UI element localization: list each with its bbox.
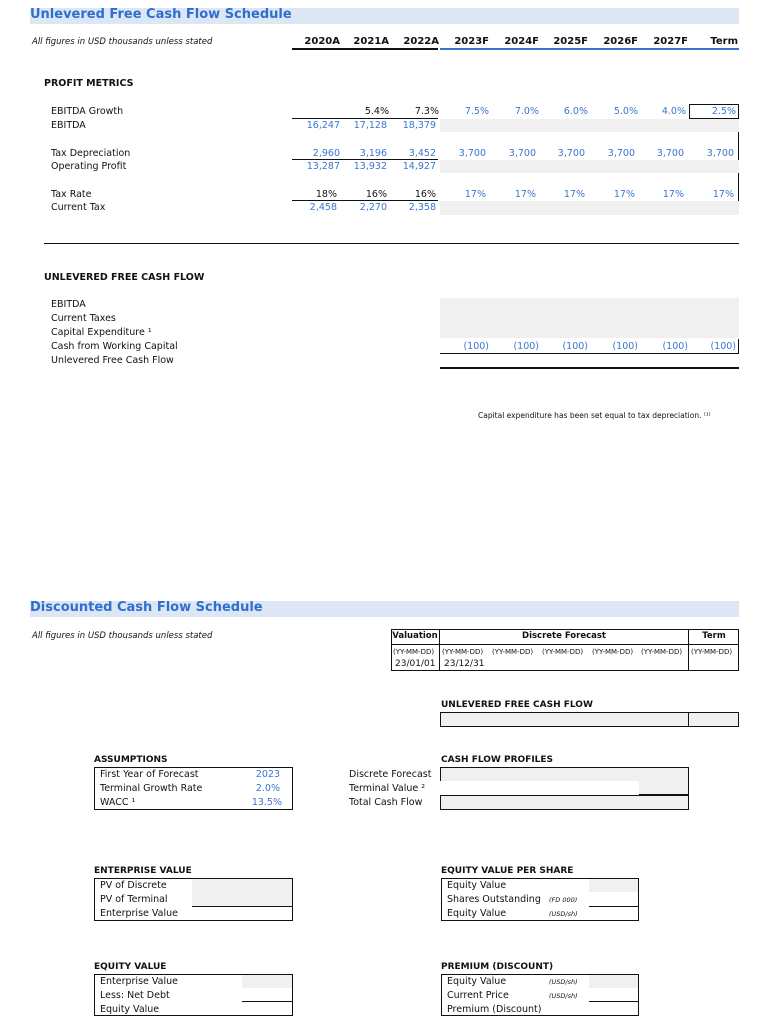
cell[interactable]: 2,960 <box>312 148 340 159</box>
term-taxrate-border <box>738 173 739 201</box>
growth-label: Terminal Growth Rate <box>100 783 203 794</box>
cash-flow-profiles-heading: CASH FLOW PROFILES <box>441 755 554 765</box>
cell[interactable]: 7.0% <box>514 106 539 117</box>
op-profit-forecast-cells <box>440 160 739 173</box>
col-2024f: 2024F <box>504 36 539 47</box>
pv-terminal-label: PV of Terminal <box>100 894 168 905</box>
cell[interactable]: 13,287 <box>306 161 340 172</box>
eps-value-label: Equity Value <box>447 908 507 919</box>
dcf-ufcf-row <box>440 712 739 727</box>
date-format: (YY-MM-DD) <box>641 648 683 656</box>
dcf-ufcf-heading: UNLEVERED FREE CASH FLOW <box>441 700 593 710</box>
cell[interactable]: 17% <box>712 189 734 200</box>
cell[interactable]: 17% <box>662 189 684 200</box>
cell[interactable]: 2,270 <box>359 202 387 213</box>
eps-shares-label: Shares Outstanding <box>447 894 541 905</box>
line-tax-depreciation <box>292 159 438 160</box>
col-2022a: 2022A <box>403 36 439 47</box>
first-year-label: First Year of Forecast <box>100 769 199 780</box>
row-label-ebitda-growth: EBITDA Growth <box>51 106 124 117</box>
dcf-units-note: All figures in USD thousands unless stated <box>32 631 213 641</box>
term-header: Term <box>702 631 726 641</box>
date-format: (YY-MM-DD) <box>542 648 584 656</box>
growth-input[interactable]: 2.0% <box>255 783 280 794</box>
cell[interactable]: 3,700 <box>656 148 684 159</box>
premium-price-label: Current Price <box>447 990 509 1001</box>
ufcf-double-line <box>440 367 739 369</box>
wacc-label: WACC ¹ <box>100 797 136 808</box>
cell[interactable]: 3,700 <box>607 148 635 159</box>
wacc-input[interactable]: 13.5% <box>251 797 282 808</box>
eps-value-unit: (USD/sh) <box>549 910 578 918</box>
cell: 16% <box>414 189 436 200</box>
ufcf-label-capex: Capital Expenditure ¹ <box>51 327 152 338</box>
cell[interactable]: 3,196 <box>359 148 387 159</box>
ebitda-forecast-cells <box>440 119 739 132</box>
profit-metrics-heading: PROFIT METRICS <box>44 78 134 89</box>
valuation-date[interactable]: 23/01/01 <box>395 659 436 669</box>
cell[interactable]: 3,700 <box>557 148 585 159</box>
ufcf-label-ebitda: EBITDA <box>51 299 86 310</box>
capex-footnote: Capital expenditure has been set equal to tax depreciation. ⁽¹⁾ <box>478 411 711 420</box>
cell[interactable]: 18,379 <box>402 120 436 131</box>
tax-forecast-cells <box>440 201 739 215</box>
date-format: (YY-MM-DD) <box>492 648 534 656</box>
equity-per-share-heading: EQUITY VALUE PER SHARE <box>441 866 574 876</box>
ev-subtotal-line <box>192 906 292 907</box>
cell[interactable]: 2,458 <box>309 202 337 213</box>
cell[interactable]: 17% <box>514 189 536 200</box>
premium-equity-label: Equity Value <box>447 976 507 987</box>
row-label-operating-profit: Operating Profit <box>51 161 127 172</box>
cell[interactable]: (100) <box>612 341 638 352</box>
line-tax-rate <box>292 200 438 201</box>
cell: 7.3% <box>414 106 439 117</box>
ufcf-label-current-taxes: Current Taxes <box>51 313 116 324</box>
discrete-forecast-header: Discrete Forecast <box>522 631 606 641</box>
ufcf-total-line <box>440 353 739 354</box>
assumptions-heading: ASSUMPTIONS <box>94 755 168 765</box>
cell: 5.4% <box>364 106 389 117</box>
profile-total-row <box>440 795 689 810</box>
cell[interactable]: 2.5% <box>711 106 736 117</box>
enterprise-value-heading: ENTERPRISE VALUE <box>94 866 192 876</box>
col-2021a: 2021A <box>353 36 389 47</box>
ufcf-label-working-capital: Cash from Working Capital <box>51 341 178 352</box>
date-format: (YY-MM-DD) <box>592 648 634 656</box>
cell[interactable]: 3,700 <box>706 148 734 159</box>
row-label-ebitda: EBITDA <box>51 120 86 131</box>
cell[interactable]: 2,358 <box>408 202 436 213</box>
cell[interactable]: (100) <box>463 341 489 352</box>
cell[interactable]: 3,700 <box>508 148 536 159</box>
cell[interactable]: 7.5% <box>464 106 489 117</box>
cell[interactable]: 13,932 <box>353 161 387 172</box>
cell[interactable]: 17% <box>563 189 585 200</box>
row-label-tax-depreciation: Tax Depreciation <box>51 148 131 159</box>
eqv-subtotal-line <box>242 1001 293 1002</box>
first-year-input[interactable]: 2023 <box>255 769 280 780</box>
premium-equity-unit: (USD/sh) <box>549 978 578 986</box>
ufcf-label-ufcf: Unlevered Free Cash Flow <box>51 355 174 366</box>
first-period-date: 23/12/31 <box>444 659 485 669</box>
cell[interactable]: 4.0% <box>661 106 686 117</box>
ufcf-units-note: All figures in USD thousands unless stated <box>32 37 213 47</box>
cell[interactable]: (100) <box>710 341 736 352</box>
cell[interactable]: (100) <box>513 341 539 352</box>
timeline-header-divider <box>391 644 739 645</box>
cell[interactable]: 17% <box>613 189 635 200</box>
cell[interactable]: 6.0% <box>563 106 588 117</box>
dcf-title: Discounted Cash Flow Schedule <box>30 600 263 615</box>
equity-value-heading: EQUITY VALUE <box>94 962 167 972</box>
premium-label: Premium (Discount) <box>447 1004 542 1015</box>
row-label-tax-rate: Tax Rate <box>51 189 92 200</box>
eps-equity-cell <box>589 879 638 892</box>
line-ebitda-growth <box>292 118 438 119</box>
eqv-net-debt-label: Less: Net Debt <box>100 990 170 1001</box>
profile-label-total: Total Cash Flow <box>349 797 423 808</box>
section-divider <box>44 243 739 244</box>
ev-value-cells <box>192 879 292 906</box>
ufcf-heading: UNLEVERED FREE CASH FLOW <box>44 272 205 283</box>
col-term: Term <box>710 36 738 47</box>
col-2025f: 2025F <box>553 36 588 47</box>
cell[interactable]: 3,700 <box>458 148 486 159</box>
profile-terminal-cell <box>440 781 639 795</box>
profile-label-terminal: Terminal Value ² <box>349 783 426 794</box>
header-underline-actual <box>292 48 438 50</box>
dcf-ufcf-term-divider <box>688 712 689 727</box>
ufcf-forecast-block <box>440 298 739 338</box>
eqv-equity-label: Equity Value <box>100 1004 160 1015</box>
eqv-ev-cell <box>242 975 292 988</box>
term-depreciation-border <box>738 132 739 160</box>
premium-heading: PREMIUM (DISCOUNT) <box>441 962 554 972</box>
date-format: (YY-MM-DD) <box>393 648 435 656</box>
valuation-header: Valuation <box>392 631 438 641</box>
profile-label-discrete: Discrete Forecast <box>349 769 432 780</box>
date-format: (YY-MM-DD) <box>691 648 733 656</box>
eqv-ev-label: Enterprise Value <box>100 976 178 987</box>
row-label-current-tax: Current Tax <box>51 202 106 213</box>
cell[interactable]: 14,927 <box>402 161 436 172</box>
cell[interactable]: 17% <box>464 189 486 200</box>
cell: 18% <box>315 189 337 200</box>
col-2027f: 2027F <box>653 36 688 47</box>
eps-subtotal-line <box>589 906 639 907</box>
ufcf-title: Unlevered Free Cash Flow Schedule <box>30 7 292 22</box>
premium-subtotal-line <box>589 1001 639 1002</box>
cell[interactable]: 5.0% <box>613 106 638 117</box>
date-format: (YY-MM-DD) <box>442 648 484 656</box>
ev-label: Enterprise Value <box>100 908 178 919</box>
cell[interactable]: 17,128 <box>353 120 387 131</box>
eps-shares-unit: (FD 000) <box>549 896 578 904</box>
col-2020a: 2020A <box>304 36 340 47</box>
pv-discrete-label: PV of Discrete <box>100 880 167 891</box>
cell: 16% <box>365 189 387 200</box>
eps-equity-label: Equity Value <box>447 880 507 891</box>
header-underline-forecast <box>440 48 739 50</box>
premium-equity-cell <box>589 975 638 988</box>
cell[interactable]: 3,452 <box>408 148 436 159</box>
cell[interactable]: (100) <box>562 341 588 352</box>
term-wc-border <box>738 339 739 353</box>
cell[interactable]: 16,247 <box>306 120 340 131</box>
premium-price-unit: (USD/sh) <box>549 992 578 1000</box>
col-2023f: 2023F <box>454 36 489 47</box>
col-2026f: 2026F <box>603 36 638 47</box>
cell[interactable]: (100) <box>662 341 688 352</box>
